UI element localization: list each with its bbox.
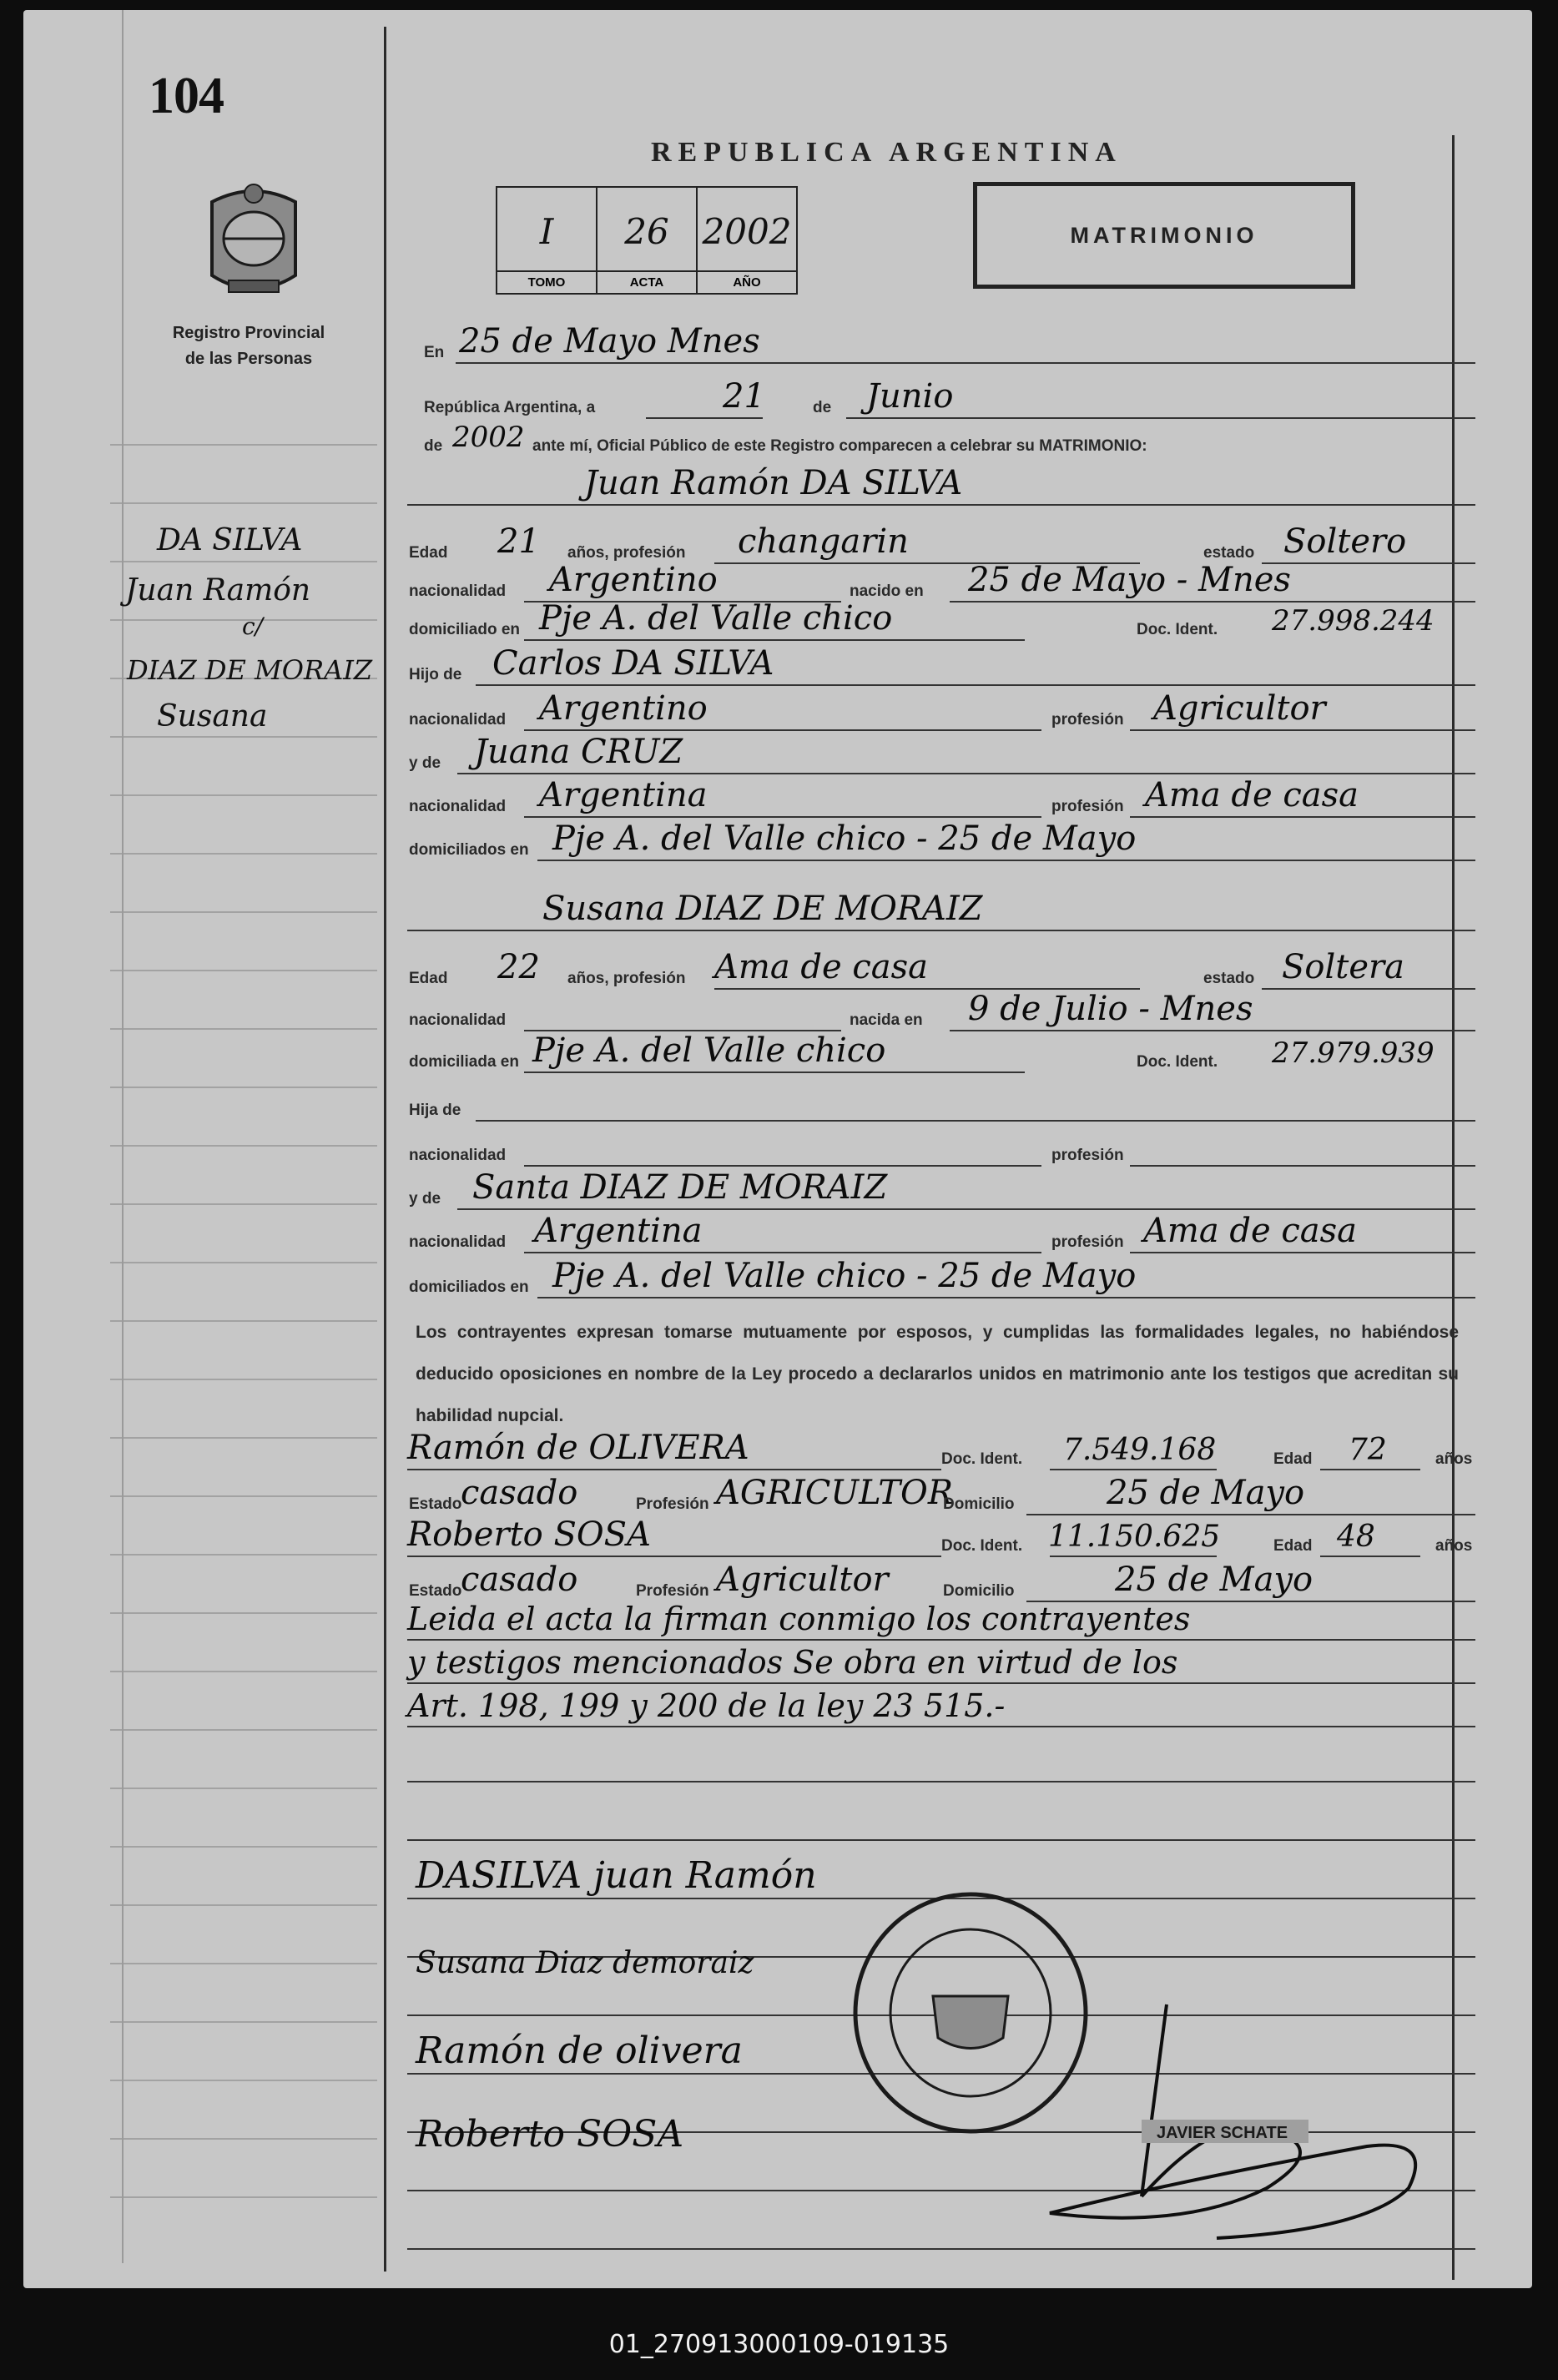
note-line: Art. 198, 199 y 200 de la ley 23 515.- bbox=[399, 1691, 1475, 1734]
image-id: 01_270913000109-019135 bbox=[608, 2330, 950, 2359]
ano-cell: 2002 AÑO bbox=[698, 188, 796, 293]
margin-note-line: DIAZ DE MORAIZ bbox=[127, 654, 373, 686]
bride-address-line: domiciliada en Pje A. del Valle chico Doc. Ident. 27.979.939 bbox=[399, 1036, 1475, 1080]
margin-note-line: DA SILVA bbox=[157, 523, 303, 557]
groom-age-line: Edad 21 años, profesión changarin estado Soltero bbox=[399, 527, 1475, 571]
bride-father-nat-line: nacionalidad profesión bbox=[399, 1130, 1475, 1173]
witness-1-line-2: Estado casado Profesión AGRICULTOR Domicilio 25 de Mayo bbox=[399, 1479, 1475, 1522]
intro-line-1: En 25 de Mayo Mnes bbox=[399, 327, 1475, 371]
registry-label: Registro Provincial de las Personas bbox=[172, 324, 325, 368]
book-reference bbox=[496, 186, 798, 295]
coat-of-arms-icon bbox=[199, 177, 309, 302]
record-type-box: MATRIMONIO bbox=[973, 182, 1355, 289]
bride-father-line: Hija de bbox=[399, 1085, 1475, 1128]
bride-mother-line: y de Santa DIAZ DE MORAIZ bbox=[399, 1173, 1475, 1217]
groom-father-line: Hijo de Carlos DA SILVA bbox=[399, 649, 1475, 693]
signature-witness-2: Roberto SOSA bbox=[416, 2113, 684, 2156]
intro-line-3: de 2002 ante mí, Oficial Público de este Registro comparecen a celebrar su MATRIMONIO: bbox=[424, 421, 1147, 455]
bride-nationality-line: nacionalidad nacida en 9 de Julio - Mnes bbox=[399, 995, 1475, 1038]
groom-nationality-line: nacionalidad Argentino nacido en 25 de Mayo - Mnes bbox=[399, 566, 1475, 609]
bride-age-line: Edad 22 años, profesión Ama de casa estado Soltera bbox=[399, 953, 1475, 996]
groom-mother-line: y de Juana CRUZ bbox=[399, 738, 1475, 781]
margin-note-line: Susana bbox=[157, 699, 268, 734]
witness-1-line-1: Ramón de OLIVERA Doc. Ident. 7.549.168 Edad 72 años bbox=[399, 1434, 1475, 1477]
intro-line-2: República Argentina, a 21 de Junio bbox=[399, 382, 1475, 426]
bride-mother-nat-line: nacionalidad Argentina profesión Ama de casa bbox=[399, 1217, 1475, 1260]
groom-mother-nat-line: nacionalidad Argentina profesión Ama de casa bbox=[399, 781, 1475, 824]
bride-name-line: Susana DIAZ DE MORAIZ bbox=[399, 895, 1475, 938]
official-stamp-name: JAVIER SCHATE bbox=[1157, 2124, 1288, 2142]
document-title: REPUBLICA ARGENTINA bbox=[651, 137, 1122, 168]
signature-bride: Susana Diaz demoraiz bbox=[416, 1946, 754, 1980]
groom-name-line: Juan Ramón DA SILVA bbox=[399, 469, 1475, 512]
tomo-cell: I TOMO bbox=[497, 188, 597, 293]
margin-note-line: c/ bbox=[242, 613, 264, 640]
declaration-text: Los contrayentes expresan tomarse mutuamente por esposos, y cumplidas las formalidades legales, no habiéndose deducido oposiciones en nombre de la Ley procedo a declararlos unidos en matrimonio ante los testigos que acreditan su habilidad nupcial. bbox=[416, 1323, 1459, 1425]
note-line: y testigos mencionados Se obra en virtud de los bbox=[399, 1647, 1475, 1691]
note-line: Leida el acta la firman conmigo los contrayentes bbox=[399, 1604, 1475, 1647]
groom-address-line: domiciliado en Pje A. del Valle chico Doc. Ident. 27.998.244 bbox=[399, 604, 1475, 648]
acta-cell: 26 ACTA bbox=[597, 188, 698, 293]
official-signature-icon bbox=[1016, 1996, 1450, 2246]
witness-2-line-2: Estado casado Profesión Agricultor Domicilio 25 de Mayo bbox=[399, 1566, 1475, 1609]
witness-2-line-1: Roberto SOSA Doc. Ident. 11.150.625 Edad 48 años bbox=[399, 1520, 1475, 1564]
bride-parents-address-line: domiciliados en Pje A. del Valle chico - 25 de Mayo bbox=[399, 1262, 1475, 1305]
groom-father-nat-line: nacionalidad Argentino profesión Agricultor bbox=[399, 694, 1475, 738]
margin-note-line: Juan Ramón bbox=[125, 573, 311, 608]
signature-witness-1: Ramón de olivera bbox=[416, 2030, 743, 2072]
groom-parents-address-line: domiciliados en Pje A. del Valle chico - 25 de Mayo bbox=[399, 824, 1475, 868]
folio-number: 104 bbox=[149, 68, 224, 124]
register-page bbox=[23, 10, 1532, 2288]
margin-rule bbox=[384, 27, 386, 2272]
signature-groom: DASILVA juan Ramón bbox=[416, 1854, 817, 1897]
